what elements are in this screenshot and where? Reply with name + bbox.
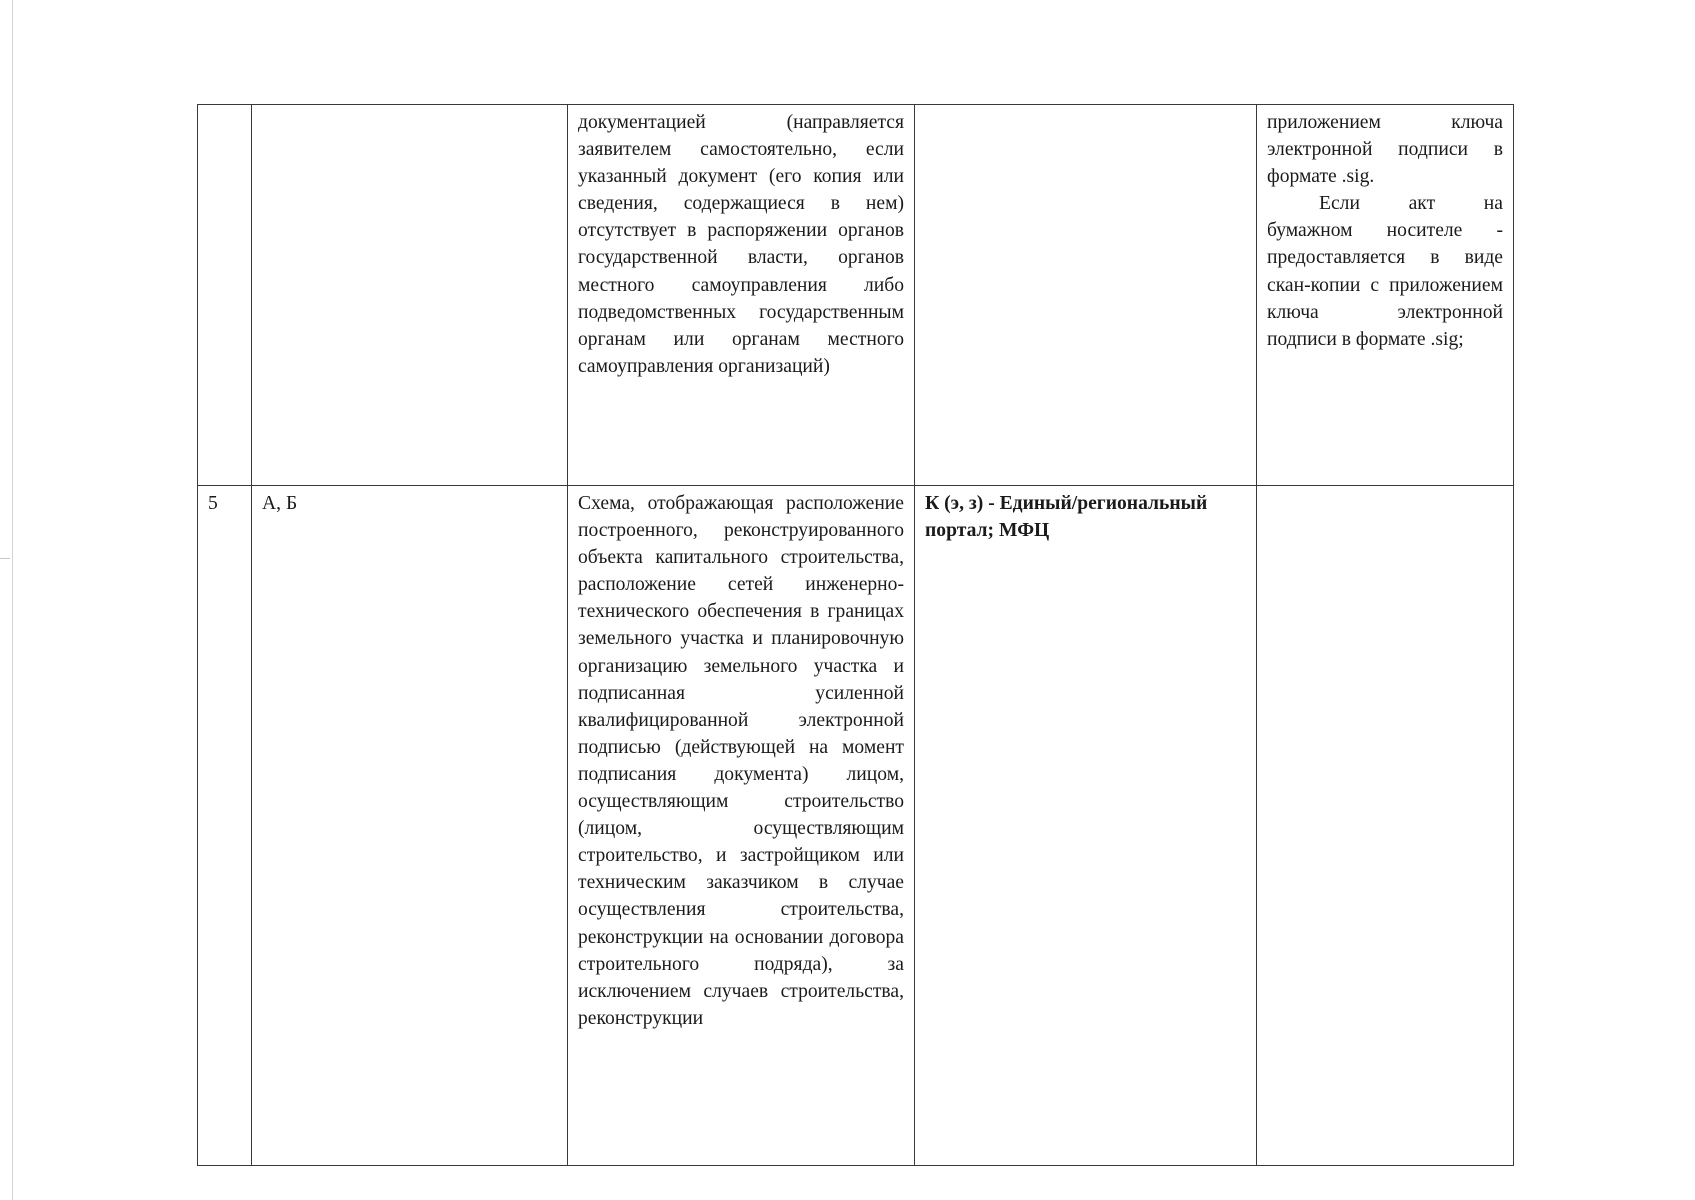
submission-channel: К (э, з) - Единый/региональный портал; МФЦ [925,493,1208,542]
applicant-category: А, Б [262,493,298,514]
document-description: Схема, отображающая расположение построенного, реконструированного объекта капитального строительства, расположение сетей инженерно-технического обеспечения в границах земельного участка и планировочную организацию земельного участка и подписанная усиленной квалифицированной электронной подписью (действующей на момент подписания документа) лицом, осуществляющим строительство (лицом, осуществляющим строительство, и застройщиком или техническим заказчиком в случае осуществления строительства, реконструкции на основании договора строительного подряда), за исключением случаев строительства, реконструкции [578,493,904,1029]
requirements-cell [1257,105,1514,486]
document-cell [568,486,915,1166]
row-number-cell [198,486,252,1166]
requirements-text: приложением ключа электронной подписи в формате .sig. [1267,112,1503,188]
row-number-cell [198,105,252,486]
scan-margin-mark [0,558,10,559]
requirements-paper-act-text: Если акт на бумажном носителе - предоставляется в виде скан-копии с приложением ключа электронной подписи в формате .sig; [1267,193,1503,350]
requirements-cell [1257,486,1514,1166]
submission-channel-cell [915,105,1257,486]
documents-table [197,104,1514,1166]
scan-page-edge [12,0,13,1200]
table-row [198,105,1514,486]
submission-channel-cell [915,486,1257,1166]
document-cell [568,105,915,486]
table-row [198,486,1514,1166]
category-cell [252,105,568,486]
document-description: документацией (направляется заявителем самостоятельно, если указанный документ (его копия или сведения, содержащиеся в нем) отсутствует в распоряжении органов государственной власти, органов местного самоуправления либо подведомственных государственным органам или органам местного самоуправления организаций) [578,112,904,377]
row-number: 5 [208,493,218,514]
category-cell [252,486,568,1166]
